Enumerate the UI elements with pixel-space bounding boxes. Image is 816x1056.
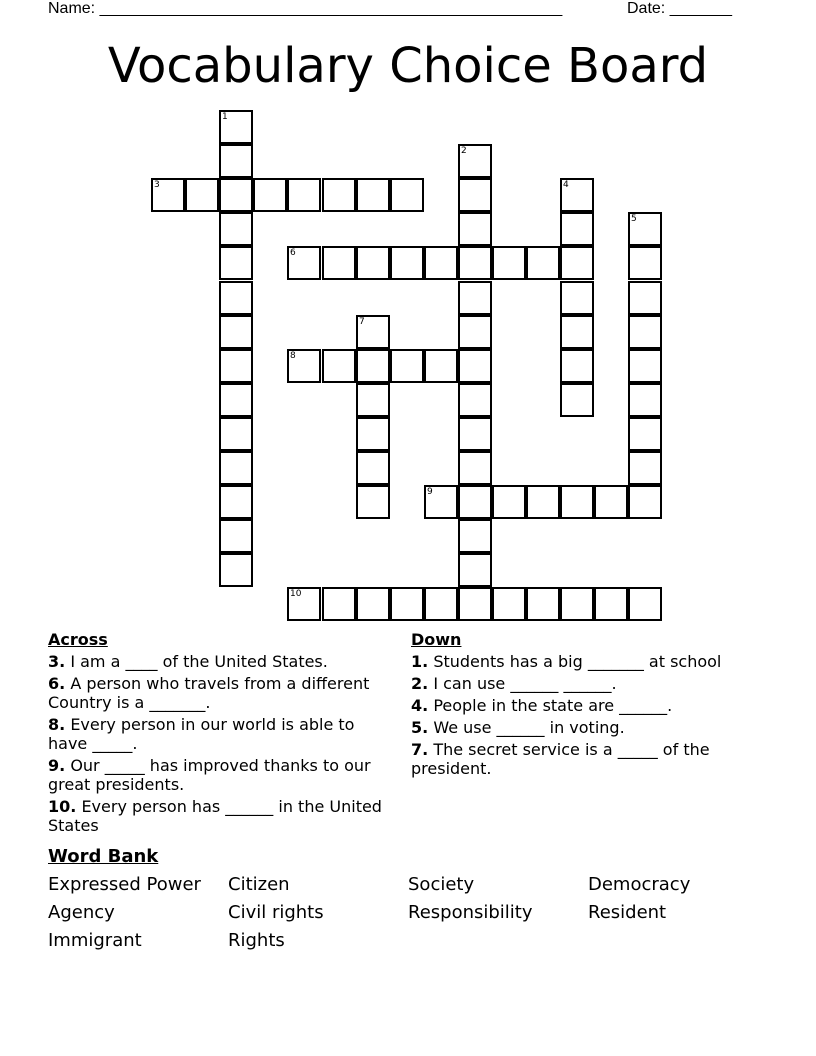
crossword-cell[interactable]: [458, 315, 492, 349]
clue-item: [411, 652, 756, 671]
crossword-cell[interactable]: [458, 587, 492, 621]
crossword-cell[interactable]: [424, 349, 458, 383]
crossword-cell[interactable]: [356, 451, 390, 485]
cell-number: 5: [631, 214, 637, 224]
crossword-cell[interactable]: [560, 485, 594, 519]
clue-item: [48, 715, 393, 753]
clue-number: 10.: [48, 797, 77, 816]
clue-text: People in the state are ______.: [433, 696, 673, 715]
crossword-cell[interactable]: [151, 178, 185, 212]
crossword-cell[interactable]: [356, 417, 390, 451]
crossword-cell[interactable]: [492, 246, 526, 280]
crossword-cell[interactable]: [560, 281, 594, 315]
crossword-cell[interactable]: [287, 349, 321, 383]
crossword-cell[interactable]: [458, 178, 492, 212]
word-bank-item: Agency: [48, 902, 115, 923]
clue-text: Students has a big _______ at school: [433, 652, 722, 671]
word-bank-heading: Word Bank: [48, 846, 159, 867]
crossword-cell[interactable]: [526, 485, 560, 519]
crossword-cell[interactable]: [253, 178, 287, 212]
across-clues: [48, 630, 393, 838]
crossword-cell[interactable]: [219, 110, 253, 144]
clue-number: 1.: [411, 652, 429, 671]
crossword-cell[interactable]: [356, 383, 390, 417]
crossword-cell[interactable]: [628, 587, 662, 621]
date-field[interactable]: Date: _______: [627, 0, 732, 17]
crossword-cell[interactable]: [628, 451, 662, 485]
crossword-cell[interactable]: [628, 417, 662, 451]
clue-item: [48, 674, 393, 712]
clue-item: [411, 696, 756, 715]
clue-number: 9.: [48, 756, 66, 775]
clue-item: [48, 797, 393, 835]
word-bank-item: Expressed Power: [48, 874, 201, 895]
cell-number: 4: [563, 180, 569, 190]
clue-text: Every person in our world is able to have _____.: [48, 715, 355, 753]
crossword-cell[interactable]: [594, 485, 628, 519]
clue-item: [411, 718, 756, 737]
crossword-cell[interactable]: [356, 178, 390, 212]
cell-number: 3: [154, 180, 160, 190]
clue-text: A person who travels from a different Country is a _______.: [48, 674, 370, 712]
clue-text: We use ______ in voting.: [433, 718, 625, 737]
crossword-cell[interactable]: [287, 178, 321, 212]
crossword-cell[interactable]: [458, 246, 492, 280]
crossword-cell[interactable]: [424, 587, 458, 621]
crossword-cell[interactable]: [219, 383, 253, 417]
crossword-cell[interactable]: [424, 485, 458, 519]
crossword-cell[interactable]: [356, 587, 390, 621]
crossword-cell[interactable]: [628, 315, 662, 349]
across-heading: Across: [48, 630, 108, 649]
crossword-cell[interactable]: [356, 349, 390, 383]
cell-number: 6: [290, 248, 296, 258]
clue-number: 8.: [48, 715, 66, 734]
crossword-cell[interactable]: [458, 553, 492, 587]
crossword-cell[interactable]: [458, 144, 492, 178]
crossword-cell[interactable]: [458, 485, 492, 519]
crossword-cell[interactable]: [219, 451, 253, 485]
crossword-cell[interactable]: [219, 519, 253, 553]
cell-number: 8: [290, 351, 296, 361]
crossword-cell[interactable]: [390, 587, 424, 621]
crossword-cell[interactable]: [628, 212, 662, 246]
crossword-cell[interactable]: [628, 485, 662, 519]
crossword-cell[interactable]: [356, 315, 390, 349]
name-field[interactable]: Name: ____________________________________________________: [48, 0, 563, 17]
word-bank-item: Immigrant: [48, 930, 142, 951]
crossword-cell[interactable]: [356, 485, 390, 519]
crossword-cell[interactable]: [560, 349, 594, 383]
clue-number: 6.: [48, 674, 66, 693]
crossword-cell[interactable]: [322, 246, 356, 280]
cell-number: 10: [290, 589, 302, 599]
crossword-cell[interactable]: [322, 349, 356, 383]
clue-text: Our _____ has improved thanks to our great presidents.: [48, 756, 371, 794]
crossword-cell[interactable]: [458, 417, 492, 451]
crossword-cell[interactable]: [560, 246, 594, 280]
crossword-cell[interactable]: [458, 281, 492, 315]
crossword-cell[interactable]: [492, 485, 526, 519]
crossword-cell[interactable]: [526, 246, 560, 280]
clue-text: The secret service is a _____ of the president.: [411, 740, 710, 778]
word-bank-item: Rights: [228, 930, 285, 951]
word-bank-item: Citizen: [228, 874, 290, 895]
crossword-cell[interactable]: [458, 519, 492, 553]
crossword-cell[interactable]: [560, 212, 594, 246]
clue-text: Every person has ______ in the United States: [48, 797, 382, 835]
crossword-cell[interactable]: [458, 383, 492, 417]
crossword-cell[interactable]: [185, 178, 219, 212]
crossword-cell[interactable]: [560, 383, 594, 417]
crossword-cell[interactable]: [390, 178, 424, 212]
crossword-cell[interactable]: [560, 587, 594, 621]
crossword-cell[interactable]: [628, 349, 662, 383]
word-bank-item: Civil rights: [228, 902, 324, 923]
word-bank-item: Responsibility: [408, 902, 533, 923]
clue-number: 3.: [48, 652, 66, 671]
word-bank-item: Democracy: [588, 874, 691, 895]
crossword-cell[interactable]: [287, 587, 321, 621]
crossword-cell[interactable]: [526, 587, 560, 621]
crossword-cell[interactable]: [322, 587, 356, 621]
clue-item: [48, 756, 393, 794]
crossword-cell[interactable]: [219, 246, 253, 280]
clue-item: [411, 740, 756, 778]
clue-item: [411, 674, 756, 693]
down-heading: Down: [411, 630, 462, 649]
crossword-cell[interactable]: [219, 144, 253, 178]
crossword-cell[interactable]: [560, 178, 594, 212]
crossword-cell[interactable]: [219, 417, 253, 451]
crossword-cell[interactable]: [219, 553, 253, 587]
clue-number: 4.: [411, 696, 429, 715]
clue-text: I am a ____ of the United States.: [70, 652, 328, 671]
crossword-cell[interactable]: [628, 246, 662, 280]
crossword-cell[interactable]: [458, 451, 492, 485]
down-clues: [411, 630, 756, 781]
crossword-cell[interactable]: [594, 587, 628, 621]
crossword-cell[interactable]: [458, 212, 492, 246]
cell-number: 1: [222, 112, 228, 122]
clue-item: [48, 652, 393, 671]
crossword-cell[interactable]: [219, 178, 253, 212]
clue-text: I can use ______ ______.: [433, 674, 617, 693]
crossword-cell[interactable]: [560, 315, 594, 349]
page-title: Vocabulary Choice Board: [107, 38, 709, 94]
crossword-cell[interactable]: [356, 246, 390, 280]
clue-number: 7.: [411, 740, 429, 759]
crossword-cell[interactable]: [219, 281, 253, 315]
crossword-cell[interactable]: [322, 178, 356, 212]
crossword-cell[interactable]: [424, 246, 458, 280]
crossword-cell[interactable]: [628, 383, 662, 417]
crossword-cell[interactable]: [628, 281, 662, 315]
crossword-cell[interactable]: [219, 315, 253, 349]
crossword-cell[interactable]: [219, 349, 253, 383]
crossword-cell[interactable]: [219, 212, 253, 246]
word-bank: [48, 845, 768, 951]
clue-number: 5.: [411, 718, 429, 737]
crossword-cell[interactable]: [287, 246, 321, 280]
clue-number: 2.: [411, 674, 429, 693]
crossword-cell[interactable]: [219, 485, 253, 519]
cell-number: 9: [427, 487, 433, 497]
cell-number: 7: [359, 317, 365, 327]
word-bank-item: Resident: [588, 902, 667, 923]
crossword-cell[interactable]: [390, 349, 424, 383]
word-bank-item: Society: [408, 874, 475, 895]
crossword-cell[interactable]: [458, 349, 492, 383]
crossword-cell[interactable]: [390, 246, 424, 280]
crossword-cell[interactable]: [492, 587, 526, 621]
cell-number: 2: [461, 146, 467, 156]
